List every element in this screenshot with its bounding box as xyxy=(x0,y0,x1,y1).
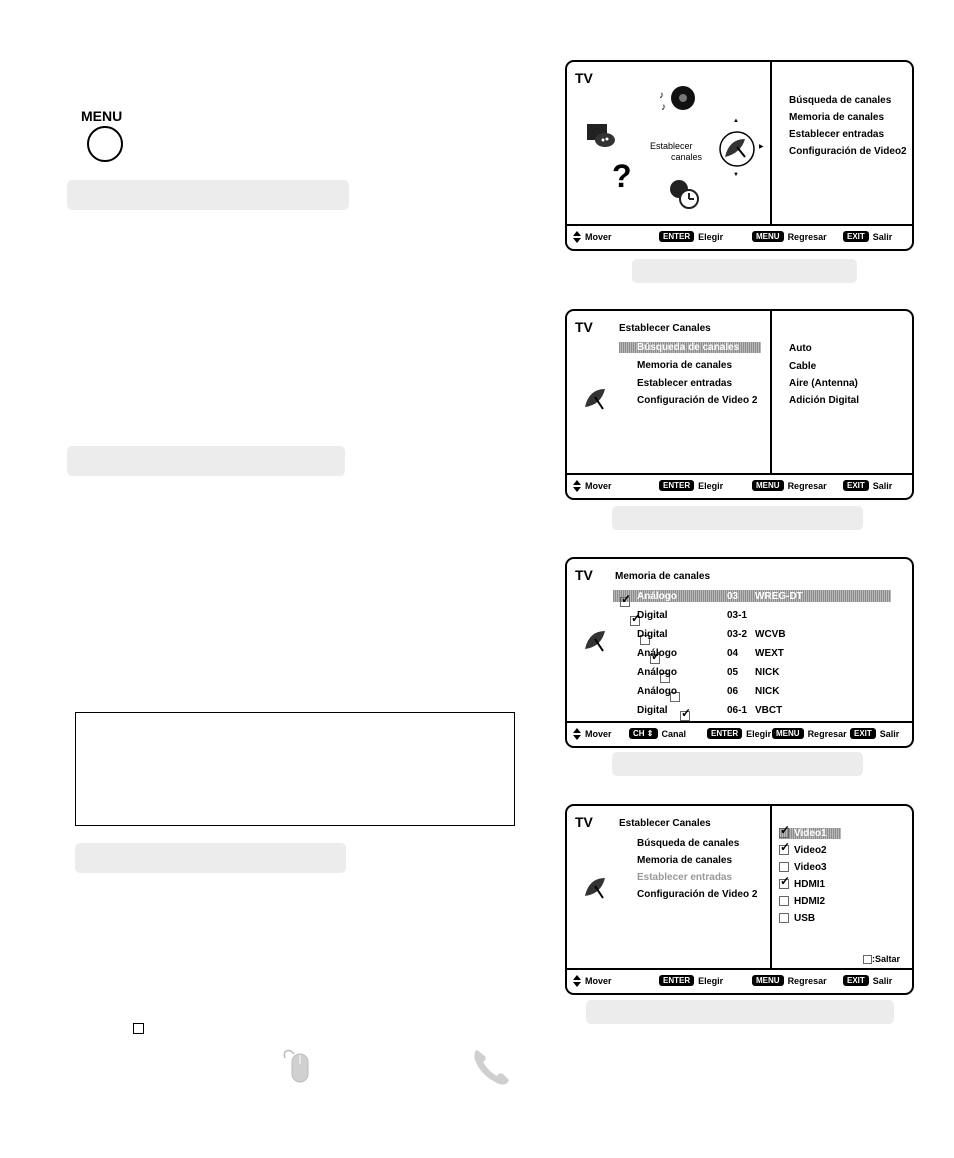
center-label-line1: Establecer xyxy=(650,141,693,151)
enter-key[interactable]: ENTER xyxy=(707,728,742,739)
screen-footer: Mover ENTER Elegir MENU Regresar EXIT Salir xyxy=(567,476,912,498)
channel-number: 04 xyxy=(727,648,739,659)
caption-bar-1 xyxy=(632,259,857,283)
menu-key[interactable]: MENU xyxy=(752,975,784,986)
center-label-line2: canales xyxy=(671,152,703,162)
menu-item[interactable]: Configuración de Video 2 xyxy=(637,889,758,900)
channel-name: NICK xyxy=(755,667,780,678)
input-option[interactable] xyxy=(779,828,841,839)
channel-name: VBCT xyxy=(755,705,783,716)
channel-type: Análogo xyxy=(637,667,677,678)
exit-key[interactable]: EXIT xyxy=(850,728,876,739)
menu-button-label: MENU xyxy=(81,108,123,124)
menu-item-active[interactable]: Establecer entradas xyxy=(637,872,733,883)
channel-number: 03 xyxy=(727,591,739,602)
tv-screen-input-setup xyxy=(565,804,914,995)
exit-key[interactable]: EXIT xyxy=(843,480,869,491)
input-label: HDMI2 xyxy=(794,896,826,907)
chevron-down-icon: ▼ xyxy=(733,172,739,178)
input-label: Video3 xyxy=(794,862,827,873)
enter-key[interactable]: ENTER xyxy=(659,480,694,491)
channel-number: 06-1 xyxy=(727,705,748,716)
tv-screen-channel-memory xyxy=(565,557,914,748)
screen-footer: Mover ENTER Elegir MENU Regresar EXIT Salir xyxy=(567,971,912,993)
screen-footer: Mover CH ⇕ Canal ENTER Elegir MENU Regresar EXIT Salir xyxy=(567,724,912,746)
input-option[interactable] xyxy=(779,862,827,873)
menu-item[interactable]: Memoria de canales xyxy=(637,360,733,371)
menu-key[interactable]: MENU xyxy=(772,728,804,739)
note-box xyxy=(75,712,515,826)
channel-number: 06 xyxy=(727,686,739,697)
tv-label: TV xyxy=(575,319,593,335)
menu-item[interactable]: Establecer entradas xyxy=(637,378,733,389)
channel-name: NICK xyxy=(755,686,780,697)
satellite-icon xyxy=(581,385,609,413)
exit-key[interactable]: EXIT xyxy=(843,975,869,986)
screen-title: Establecer Canales xyxy=(619,818,711,829)
option-item[interactable]: Cable xyxy=(789,361,817,372)
chevron-up-icon: ▲ xyxy=(733,118,739,124)
chevron-right-icon: ▶ xyxy=(759,144,764,150)
updown-arrows-icon xyxy=(573,975,581,987)
checkbox-icon xyxy=(133,1023,144,1034)
input-option[interactable] xyxy=(779,845,827,856)
question-icon: ? xyxy=(612,158,632,194)
input-checkbox[interactable] xyxy=(779,879,789,889)
screen-title: Establecer Canales xyxy=(619,323,711,334)
satellite-icon xyxy=(581,874,609,902)
setup-icon xyxy=(665,177,701,211)
channel-type: Análogo xyxy=(637,648,677,659)
menu-item[interactable]: Memoria de canales xyxy=(637,855,733,866)
menu-item-selected[interactable]: Búsqueda de canales xyxy=(619,342,761,353)
tv-screen-main-menu xyxy=(565,60,914,251)
menu-item[interactable]: Memoria de canales xyxy=(789,112,885,123)
exit-key[interactable]: EXIT xyxy=(843,231,869,242)
channel-type: Análogo xyxy=(637,591,677,602)
input-checkbox[interactable] xyxy=(779,862,789,872)
input-label: USB xyxy=(794,913,816,924)
phone-icon xyxy=(471,1046,513,1088)
enter-key[interactable]: ENTER xyxy=(659,975,694,986)
updown-arrows-icon xyxy=(573,728,581,740)
input-checkbox[interactable] xyxy=(779,845,789,855)
sound-icon xyxy=(659,84,697,114)
channel-name: WEXT xyxy=(755,648,784,659)
channel-type: Digital xyxy=(637,629,668,640)
caption-bar-2 xyxy=(612,506,863,530)
skip-legend: :Saltar xyxy=(863,954,900,964)
caption-bar-3 xyxy=(612,752,863,776)
menu-item[interactable]: Configuración de Video 2 xyxy=(637,395,758,406)
channel-number: 05 xyxy=(727,667,739,678)
channel-type: Análogo xyxy=(637,686,677,697)
tv-screen-channel-setup xyxy=(565,309,914,500)
mouse-icon xyxy=(280,1046,310,1084)
channel-checkbox[interactable] xyxy=(680,711,690,721)
channel-name: WREG-DT xyxy=(755,591,803,602)
skip-checkbox-icon xyxy=(863,955,872,964)
input-checkbox[interactable] xyxy=(779,828,789,838)
channel-number: 03-2 xyxy=(727,629,748,640)
option-item[interactable]: Aire (Antenna) xyxy=(789,378,858,389)
menu-item[interactable]: Búsqueda de canales xyxy=(637,838,740,849)
input-label: Video2 xyxy=(794,845,827,856)
updown-arrows-icon xyxy=(573,231,581,243)
menu-item[interactable]: Búsqueda de canales xyxy=(789,95,892,106)
screen-footer: Mover ENTER Elegir MENU Regresar EXIT Salir xyxy=(567,227,912,249)
menu-item[interactable]: Establecer entradas xyxy=(789,129,885,140)
input-label: Video1 xyxy=(794,828,827,839)
channel-number: 03-1 xyxy=(727,610,748,621)
menu-item[interactable]: Configuración de Video2 xyxy=(789,146,907,157)
section-heading-bar-2 xyxy=(67,446,345,476)
enter-key[interactable]: ENTER xyxy=(659,231,694,242)
option-item[interactable]: Adición Digital xyxy=(789,395,859,406)
channel-type: Digital xyxy=(637,610,668,621)
tv-label: TV xyxy=(575,814,593,830)
menu-key[interactable]: MENU xyxy=(752,480,784,491)
channel-checkbox[interactable] xyxy=(620,597,630,607)
svg-text:♪: ♪ xyxy=(659,90,664,101)
channel-type: Digital xyxy=(637,705,668,716)
tv-label: TV xyxy=(575,567,593,583)
tv-label: TV xyxy=(575,70,593,86)
svg-text:♪: ♪ xyxy=(661,102,666,113)
input-checkbox[interactable] xyxy=(779,913,789,923)
section-heading-bar-3 xyxy=(75,843,346,873)
screen-title: Memoria de canales xyxy=(615,571,711,582)
input-option[interactable] xyxy=(779,913,815,924)
input-option[interactable] xyxy=(779,896,825,907)
caption-bar-4 xyxy=(586,1000,894,1024)
satellite-icon xyxy=(581,627,609,655)
section-heading-bar-1 xyxy=(67,180,349,210)
updown-arrows-icon xyxy=(573,480,581,492)
ch-key[interactable]: CH ⇕ xyxy=(629,728,658,739)
menu-button-circle xyxy=(87,126,123,162)
option-item[interactable]: Auto xyxy=(789,343,812,354)
menu-button[interactable] xyxy=(79,108,139,168)
input-option[interactable] xyxy=(779,879,825,890)
menu-key[interactable]: MENU xyxy=(752,231,784,242)
input-label: HDMI1 xyxy=(794,879,826,890)
satellite-icon[interactable] xyxy=(715,127,759,171)
channel-name: WCVB xyxy=(755,629,786,640)
input-checkbox[interactable] xyxy=(779,896,789,906)
picture-icon xyxy=(585,122,617,150)
